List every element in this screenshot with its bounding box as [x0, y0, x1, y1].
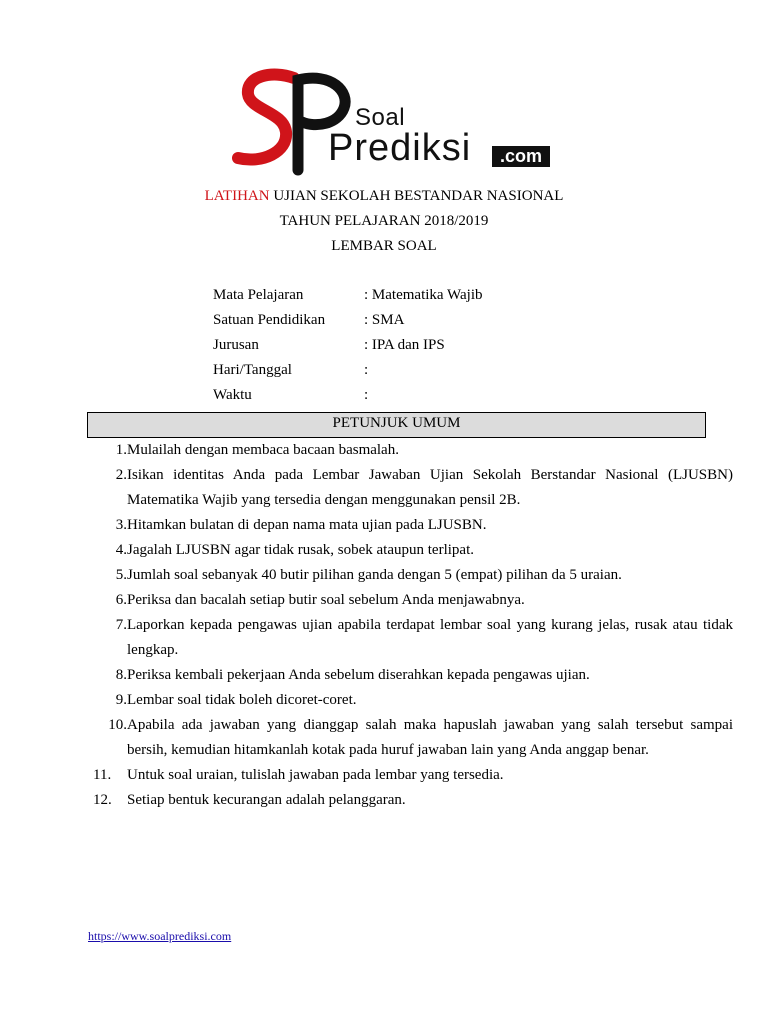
info-row	[213, 336, 613, 361]
list-item	[88, 663, 733, 688]
info-label: Mata Pelajaran	[213, 287, 304, 303]
info-value: : Matematika Wajib	[364, 287, 483, 303]
footer-website-link[interactable]: https://www.soalprediksi.com	[88, 929, 232, 943]
list-item-text: Untuk soal uraian, tulislah jawaban pada lembar yang tersedia.	[127, 767, 504, 783]
list-item	[88, 588, 733, 613]
petunjuk-title: PETUNJUK UMUM	[332, 415, 461, 431]
list-item-number: 3.	[115, 517, 127, 533]
list-item	[88, 438, 733, 463]
list-item-text: Isikan identitas Anda pada Lembar Jawaban Ujian Sekolah Berstandar Nasional (LJUSBN) Matematika Wajib yang tersedia dengan menggunakan pensil 2B.	[127, 467, 733, 508]
info-value: :	[364, 362, 369, 378]
site-logo	[232, 66, 582, 176]
list-item	[88, 688, 733, 713]
info-label: Jurusan	[213, 337, 259, 353]
title-line-2: TAHUN PELAJARAN 2018/2019	[279, 213, 489, 229]
logo-text-prediksi: Prediksi	[328, 127, 472, 169]
info-value: : IPA dan IPS	[364, 337, 445, 353]
list-item-number: 5.	[115, 567, 127, 583]
list-item	[88, 763, 733, 788]
title-line-1	[0, 187, 768, 205]
list-item	[88, 563, 733, 588]
title-line-3: LEMBAR SOAL	[331, 238, 437, 254]
rules-list	[88, 438, 733, 813]
logo-text-soal: Soal	[355, 104, 406, 131]
list-item-text: Hitamkan bulatan di depan nama mata ujian pada LJUSBN.	[127, 517, 487, 533]
exam-info-table	[213, 286, 613, 411]
list-item-text: Apabila ada jawaban yang dianggap salah maka hapuslah jawaban yang salah tersebut sampai bersih, kemudian hitamkanlah kotak pada huruf jawaban lain yang Anda anggap benar.	[127, 717, 733, 758]
list-item-text: Lembar soal tidak boleh dicoret-coret.	[127, 692, 357, 708]
list-item-text: Mulailah dengan membaca bacaan basmalah.	[127, 442, 399, 458]
list-item-text: Jagalah LJUSBN agar tidak rusak, sobek ataupun terlipat.	[127, 542, 474, 558]
list-item-text: Periksa dan bacalah setiap butir soal sebelum Anda menjawabnya.	[127, 592, 525, 608]
list-item	[88, 538, 733, 563]
list-item-number: 10.	[108, 717, 127, 733]
info-value: :	[364, 387, 369, 403]
list-item-number: 9.	[115, 692, 127, 708]
list-item-number: 6.	[115, 592, 127, 608]
list-item-number: 2.	[115, 467, 127, 483]
list-item	[88, 513, 733, 538]
info-row	[213, 361, 613, 386]
petunjuk-header-box	[87, 412, 706, 438]
list-item-number: 4.	[115, 542, 127, 558]
info-label: Satuan Pendidikan	[213, 312, 326, 328]
list-item-number: 1.	[115, 442, 127, 458]
list-item-number: 7.	[115, 617, 127, 633]
info-value: : SMA	[364, 312, 405, 328]
info-label: Hari/Tanggal	[213, 362, 292, 378]
info-label: Waktu	[213, 387, 252, 403]
list-item-text: Periksa kembali pekerjaan Anda sebelum diserahkan kepada pengawas ujian.	[127, 667, 590, 683]
list-item	[88, 713, 733, 763]
title-line-1-rest: UJIAN SEKOLAH BESTANDAR NASIONAL	[269, 188, 564, 204]
list-item	[88, 463, 733, 513]
logo-text-com: .com	[492, 146, 550, 167]
list-item-text: Setiap bentuk kecurangan adalah pelanggaran.	[127, 792, 406, 808]
list-item-text: Laporkan kepada pengawas ujian apabila terdapat lembar soal yang kurang jelas, rusak atau tidak lengkap.	[127, 617, 733, 658]
info-row	[213, 386, 613, 411]
list-item	[88, 613, 733, 663]
list-item-number: 12.	[93, 792, 112, 808]
list-item	[88, 788, 733, 813]
info-row	[213, 286, 613, 311]
info-row	[213, 311, 613, 336]
list-item-text: Jumlah soal sebanyak 40 butir pilihan ganda dengan 5 (empat) pilihan da 5 uraian.	[127, 567, 622, 583]
title-latihan: LATIHAN	[204, 188, 270, 204]
list-item-number: 8.	[115, 667, 127, 683]
list-item-number: 11.	[93, 767, 112, 783]
